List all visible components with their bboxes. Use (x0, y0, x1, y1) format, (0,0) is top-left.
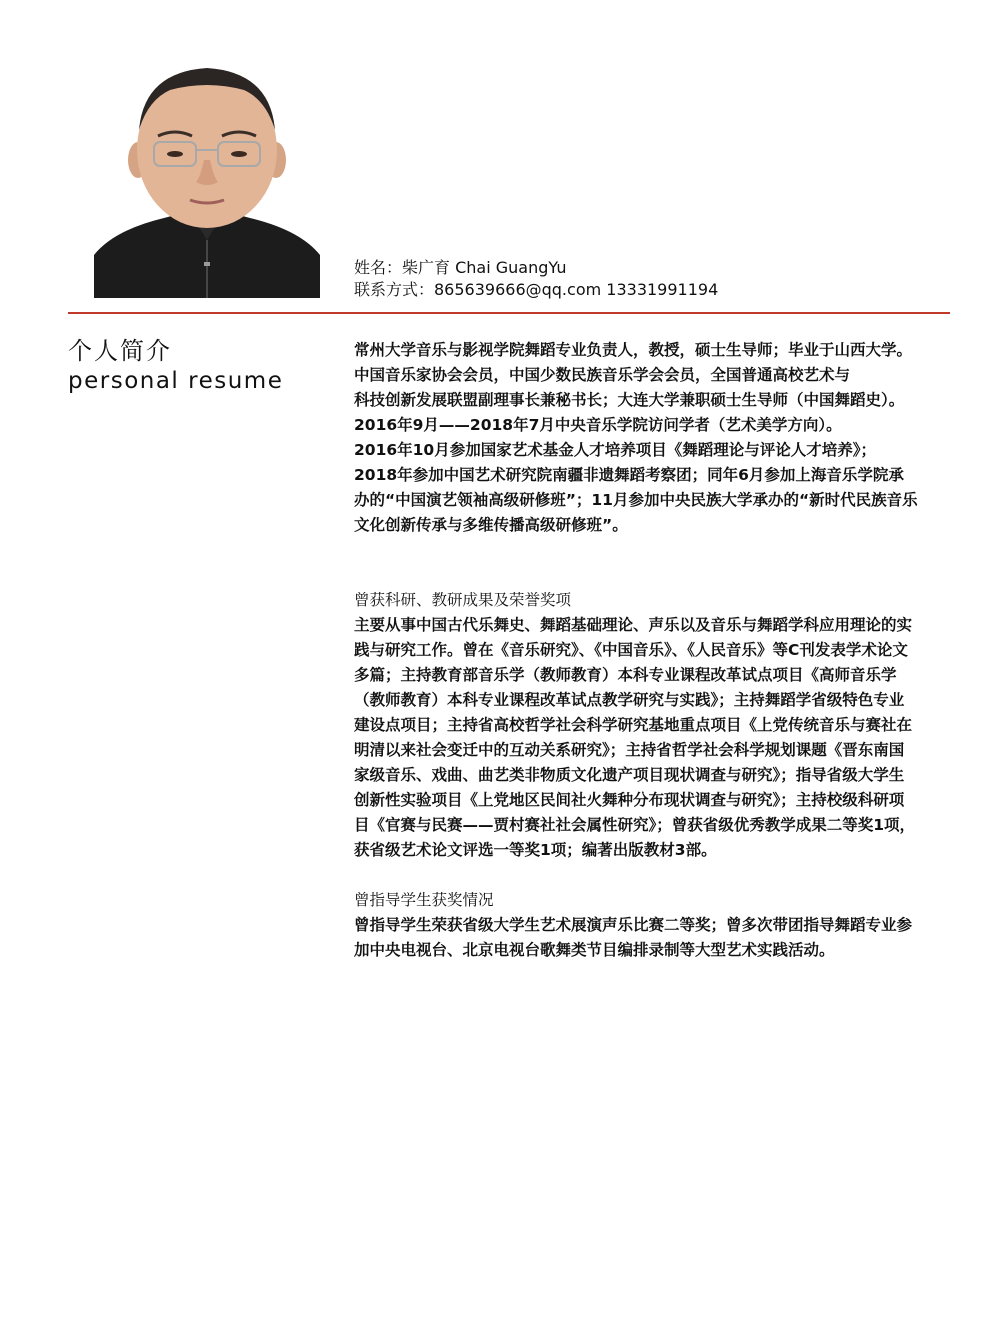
bio-paragraph: 常州大学音乐与影视学院舞蹈专业负责人，教授，硕士生导师；毕业于山西大学。中国音乐家协会会员，中国少数民族音乐学会会员，全国普通高校艺术与 (354, 341, 913, 384)
section-title (68, 337, 283, 396)
resume-content (354, 338, 919, 963)
contact-line: 联系方式：865639666@qq.com 13331991194 (354, 280, 719, 299)
section-title-en: personal resume (68, 368, 284, 394)
contact-block (354, 257, 718, 301)
guidance-heading: 曾指导学生获奖情况 (354, 891, 494, 909)
divider-rule (68, 312, 950, 314)
section-title-zh: 个人简介 (68, 337, 172, 365)
profile-photo (94, 50, 320, 298)
bio-paragraph: 2016年10月参加国家艺术基金人才培养项目《舞蹈理论与评论人才培养》；2018年参加中国艺术研究院南疆非遗舞蹈考察团；同年6月参加上海音乐学院承办的“中国演艺领袖高级研修班”；11月参加中央民族大学承办的“新时代民族音乐文化创新传承与多维传播高级研修班”。 (354, 441, 918, 534)
bio-paragraph: 科技创新发展联盟副理事长兼秘书长；大连大学兼职硕士生导师（中国舞蹈史）。 (354, 391, 905, 409)
bio-paragraph: 2016年9月——2018年7月中央音乐学院访问学者（艺术美学方向）。 (354, 416, 842, 434)
achievements-heading: 曾获科研、教研成果及荣誉奖项 (354, 591, 572, 609)
name-line: 姓名：柴广育 Chai GuangYu (354, 258, 567, 277)
guidance-text: 曾指导学生荣获省级大学生艺术展演声乐比赛二等奖；曾多次带团指导舞蹈专业参加中央电视台、北京电视台歌舞类节目编排录制等大型艺术实践活动。 (354, 916, 913, 959)
achievements-text: 主要从事中国古代乐舞史、舞蹈基础理论、声乐以及音乐与舞蹈学科应用理论的实践与研究工作。曾在《音乐研究》、《中国音乐》、《人民音乐》等C刊发表学术论文多篇；主持教育部音乐学（教师教育）本科专业课程改革试点项目《高师音乐学（教师教育）本科专业课程改革试点教学研究与实践》；主持舞蹈学省级特色专业建设点项目；主持省高校哲学社会科学研究基地重点项目《上党传统音乐与赛社在明清以来社会变迁中的互动关系研究》；主持省哲学社会科学规划课题《晋东南国家级音乐、戏曲、曲艺类非物质文化遗产项目现状调查与研究》；指导省级大学生创新性实验项目《上党地区民间社火舞种分布现状调查与研究》；主持校级科研项目《官赛与民赛——贾村赛社社会属性研究》；曾获省级优秀教学成果二等奖1项，获省级艺术论文评选一等奖1项；编著出版教材3部。 (354, 616, 916, 859)
